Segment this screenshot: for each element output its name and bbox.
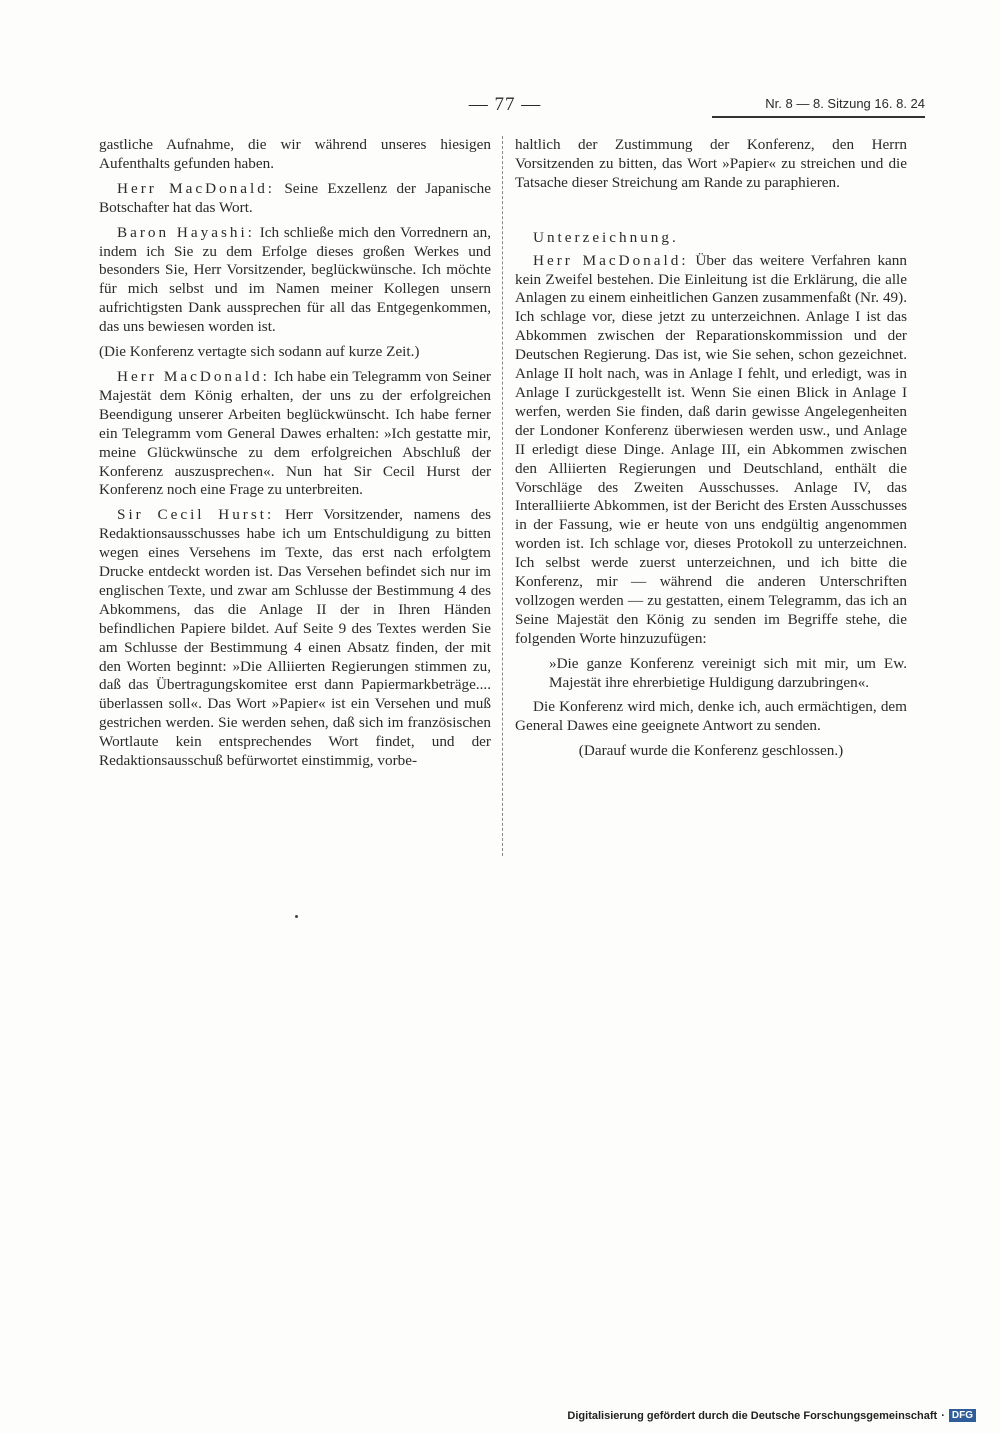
speech-text: Herr Vorsitzender, namens des Redaktionsausschusses habe ich um Entschuldigung zu bitten wegen eines Versehens im Texte, das erst nach erfolgtem Drucke entdeckt worden ist. Das Versehen befindet sich nur im englischen Texte, und zwar am Schlusse der Bestimmung 4 des Abkommens, das die Anlage II der in Ihren Händen befindlichen Papiere bildet. Auf Seite 9 des Textes werden Sie am Schlusse der Bestimmung 4 einen Absatz finden, der mit den Worten beginnt: »Die Alliierten Regierungen stimmen zu, daß das Übertragungskomitee erst dann Papiermarkbeträge.... überlassen soll«. Das Wort »Papier« ist ein Versehen und muß gestrichen werden. Sie werden sehen, daß sich im französischen Wortlaute kein entsprechendes Wort findet, und der Redaktionsausschuß befürwortet einstimmig, vorbe- — [99, 506, 491, 770]
speech-text: Über das weitere Verfahren kann kein Zweifel bestehen. Die Einleitung ist die Erklärung, die alle Anlagen zu einem einheitlichen Ganzen zusammenfaßt (Nr. 49). Ich schlage vor, diese jetzt zu unterzeichnen. Anlage I ist das Abkommen zwischen der Reparationskommission und der Deutschen Regierung. Das ist, wie Sie sehen, schon gezeichnet. Anlage II holt nach, was in Anlage I fehlt, und erledigt, was in Anlage I zurückgestellt ist. Wenn Sie einen Blick in Anlage I werfen, werden Sie finden, daß darin gewisse Angelegenheiten der Londoner Konferenz überwiesen werden usw., und Anlage II erledigt diese Dinge. Anlage III, ein Abkommen zwischen den Alliierten Regierungen und Deutschland, enthält die Vorschläge des Zweiten Ausschusses. Anlage IV, das Interalliierte Abkommen, ist der Bericht des Ersten Ausschusses in der Fassung, wie er heute von uns endgültig angenommen worden ist. Ich schlage vor, dieses Protokoll zu unterzeichnen. Ich selbst werde zuerst unterzeichnen, und ich bitte die Konferenz, mir — während die anderen Unterschriften vollzogen werden — zu gestatten, einem Telegramm, das ich an Seine Majestät den König zu senden im Begriffe stehe, die folgenden Worte hinzuzufügen: — [515, 251, 907, 647]
speaker-name: Baron Hayashi: — [117, 223, 255, 241]
paragraph: gastliche Aufnahme, die wir während unseres hiesigen Aufenthalts gefunden haben. — [99, 136, 491, 172]
digitization-credit: Digitalisierung gefördert durch die Deutsche Forschungsgemeinschaft — [567, 1409, 938, 1422]
speaker-name: Herr MacDonald: — [117, 179, 276, 197]
footer — [567, 1409, 976, 1422]
running-head: Nr. 8 — 8. Sitzung 16. 8. 24 — [765, 96, 925, 111]
stage-note: (Die Konferenz vertagte sich sodann auf kurze Zeit.) — [99, 343, 420, 361]
dfg-logo: DFG — [949, 1409, 976, 1422]
speech-text: Ich schließe mich den Vorrednern an, indem ich Sie zu dem Erfolge dieses großen Werkes und besonders Sie, Herr Vorsitzender, beglückwünsche. Ich möchte für mich selbst und im Namen meiner Kollegen unsern aufrichtigsten Dank aussprechen für all das Entgegenkommen, das uns bewiesen worden ist. — [99, 223, 492, 336]
right-column — [515, 136, 907, 767]
speaker-name: Herr MacDonald: — [533, 251, 689, 269]
ink-speck — [295, 915, 298, 918]
left-column — [99, 136, 491, 777]
paragraph — [99, 506, 491, 771]
speaker-name: Sir Cecil Hurst: — [117, 506, 275, 524]
paragraph — [99, 224, 491, 337]
telegram-quote: »Die ganze Konferenz vereinigt sich mit mir, um Ew. Majestät ihre ehrerbietige Huldigung darzubringen«. — [549, 654, 907, 691]
section-spacer — [515, 199, 907, 229]
page-header — [0, 92, 1000, 122]
footer-separator: · — [941, 1409, 945, 1422]
paragraph — [99, 368, 491, 500]
speaker-name: Herr MacDonald: — [117, 367, 270, 385]
stage-note: (Darauf wurde die Konferenz geschlossen.) — [578, 742, 844, 760]
speech-text: Seine Exzellenz der Japanische Botschafter hat das Wort. — [99, 179, 491, 216]
paragraph: haltlich der Zustimmung der Konferenz, den Herrn Vorsitzenden zu bitten, das Wort »Papier« zu streichen und die Tatsache dieser Streichung am Rande zu paraphieren. — [515, 136, 907, 191]
paragraph — [515, 252, 907, 649]
header-rule — [712, 116, 925, 118]
speech-text: Ich habe ein Telegramm von Seiner Majestät dem König erhalten, der uns zu der erfolgreichen Beendigung unserer Arbeiten beglückwünscht. Ich habe ferner ein Telegramm vom General Dawes erhalten: »Ich gestatte mir, meine Glückwünsche zu dem erfolgreichen Abschluß der Konferenz auszusprechen«. Nun hat Sir Cecil Hurst der Konferenz noch eine Frage zu unterbreiten. — [99, 367, 491, 499]
paragraph — [99, 180, 491, 218]
section-heading: Unterzeichnung. — [533, 228, 679, 246]
column-divider — [502, 136, 503, 856]
page-number: — 77 — — [468, 94, 542, 115]
paragraph: Die Konferenz wird mich, denke ich, auch ermächtigen, dem General Dawes eine geeignete Antwort zu senden. — [515, 698, 907, 735]
